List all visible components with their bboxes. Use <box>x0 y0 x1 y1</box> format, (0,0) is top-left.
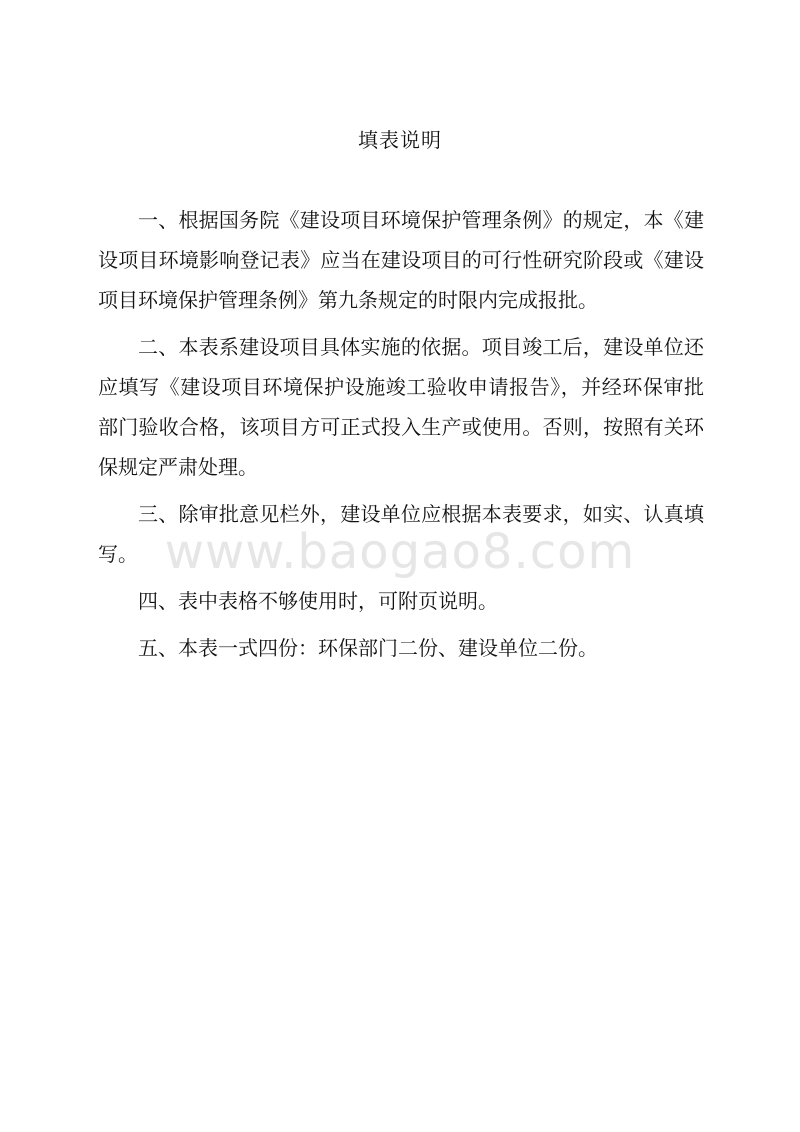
instruction-paragraph-1: 一、根据国务院《建设项目环境保护管理条例》的规定，本《建设项目环境影响登记表》应当在建设项目的可行性研究阶段或《建设项目环境保护管理条例》第九条规定的时限内完成报批。 <box>98 208 704 312</box>
document-title: 填表说明 <box>358 128 442 152</box>
watermark-text: www.baogao8.com <box>164 524 636 580</box>
instruction-paragraph-3: 三、除审批意见栏外，建设单位应根据本表要求，如实、认真填写。 <box>98 502 704 566</box>
instructions-body <box>98 200 704 675</box>
instruction-paragraph-2: 二、本表系建设项目具体实施的依据。项目竣工后，建设单位还应填写《建设项目环境保护设施竣工验收申请报告》，并经环保审批部门验收合格，该项目方可正式投入生产或使用。否则，按照有关环保规定严肃处理。 <box>98 335 704 479</box>
instruction-paragraph-5: 五、本表一式四份：环保部门二份、建设单位二份。 <box>138 636 598 660</box>
instruction-paragraph-4: 四、表中表格不够使用时，可附页说明。 <box>138 589 498 613</box>
